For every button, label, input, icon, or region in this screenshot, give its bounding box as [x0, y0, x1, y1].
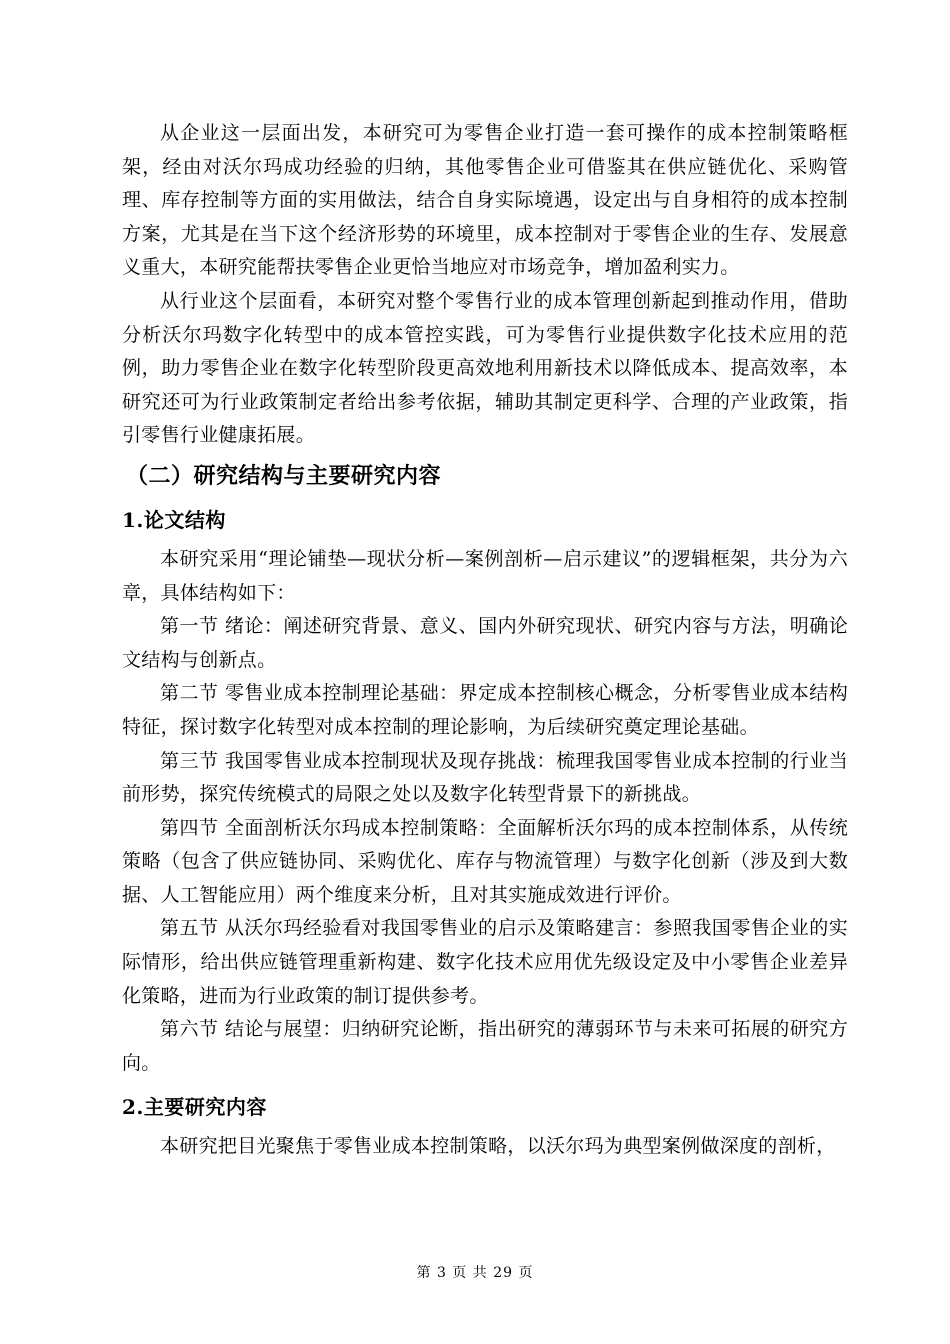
- paragraph-chapter-1: 第一节 绪论：阐述研究背景、意义、国内外研究现状、研究内容与方法，明确论文结构与创新点。: [122, 615, 848, 671]
- section-heading: （二）研究结构与主要研究内容: [126, 462, 442, 489]
- paragraph-chapter-2: 第二节 零售业成本控制理论基础：界定成本控制核心概念，分析零售业成本结构特征，探讨数字化转型对成本控制的理论影响，为后续研究奠定理论基础。: [122, 682, 848, 738]
- subsection-heading-main-content: 2.主要研究内容: [122, 1095, 267, 1120]
- paragraph-main-content: 本研究把目光聚焦于零售业成本控制策略，以沃尔玛为典型案例做深度的剖析，: [160, 1135, 836, 1158]
- paragraph-enterprise-level: 从企业这一层面出发，本研究可为零售企业打造一套可操作的成本控制策略框架，经由对沃尔玛成功经验的归纳，其他零售企业可借鉴其在供应链优化、采购管理、库存控制等方面的实用做法，结合自身实际境遇，设定出与自身相符的成本控制方案，尤其是在当下这个经济形势的环境里，成本控制对于零售企业的生存、发展意义重大，本研究能帮扶零售企业更恰当地应对市场竞争，增加盈利实力。: [122, 122, 848, 279]
- paragraph-structure-intro: 本研究采用“理论铺垫—现状分析—案例剖析—启示建议”的逻辑框架，共分为六章，具体结构如下：: [122, 547, 848, 604]
- paragraph-industry-level: 从行业这个层面看，本研究对整个零售行业的成本管理创新起到推动作用，借助分析沃尔玛数字化转型中的成本管控实践，可为零售行业提供数字化技术应用的范例，助力零售企业在数字化转型阶段更高效地利用新技术以降低成本、提高效率，本研究还可为行业政策制定者给出参考依据，辅助其制定更科学、合理的产业政策，指引零售行业健康拓展。: [122, 289, 848, 447]
- paragraph-chapter-5: 第五节 从沃尔玛经验看对我国零售业的启示及策略建言：参照我国零售企业的实际情形，给出供应链管理重新构建、数字化技术应用优先级设定及中小零售企业差异化策略，进而为行业政策的制订提供参考。: [122, 917, 848, 1007]
- subsection-heading-thesis-structure: 1.论文结构: [122, 507, 226, 532]
- paragraph-chapter-4: 第四节 全面剖析沃尔玛成本控制策略：全面解析沃尔玛的成本控制体系，从传统策略（包含了供应链协同、采购优化、库存与物流管理）与数字化创新（涉及到大数据、人工智能应用）两个维度来分析，且对其实施成效进行评价。: [122, 816, 848, 906]
- document-page: [122, 117, 848, 1164]
- paragraph-chapter-6: 第六节 结论与展望：归纳研究论断，指出研究的薄弱环节与未来可拓展的研究方向。: [122, 1018, 848, 1074]
- page-number-footer: 第 3 页 共 29 页: [416, 1265, 534, 1281]
- paragraph-chapter-3: 第三节 我国零售业成本控制现状及现存挑战：梳理我国零售业成本控制的行业当前形势，探究传统模式的局限之处以及数字化转型背景下的新挑战。: [122, 749, 848, 806]
